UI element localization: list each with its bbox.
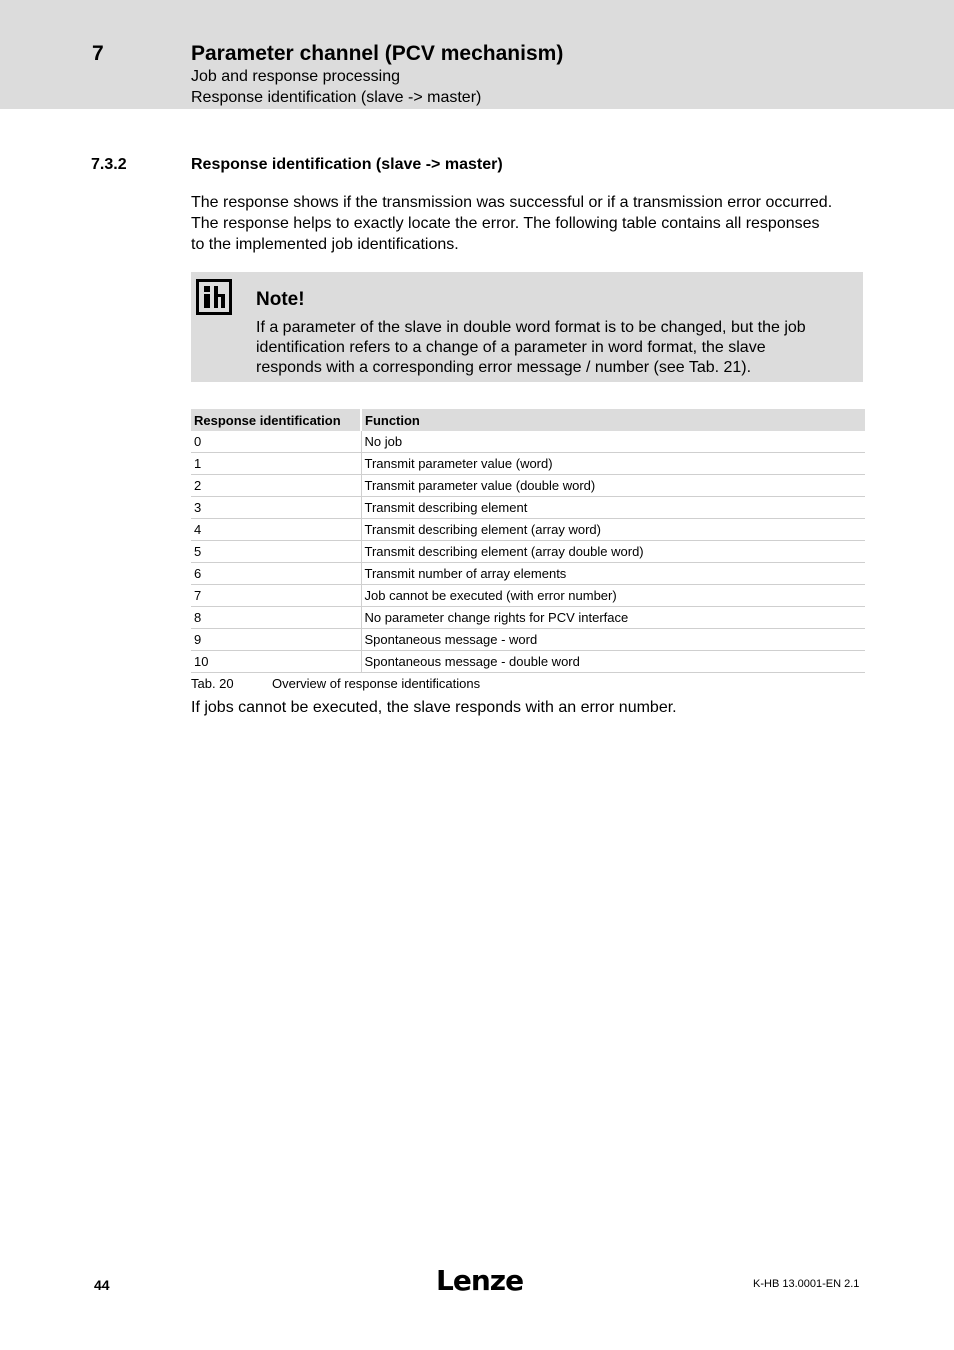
note-heading: Note! [256,289,305,310]
section-number: 7.3.2 [91,156,127,173]
cell-function: Transmit describing element [361,497,865,519]
table-row [191,431,865,453]
table-row [191,651,865,673]
cell-function: Job cannot be executed (with error number) [361,585,865,607]
cell-response-id: 4 [191,519,361,541]
column-header-function: Function [361,409,865,431]
document-id: K-HB 13.0001-EN 2.1 [753,1278,860,1290]
table-row [191,607,865,629]
closing-paragraph: If jobs cannot be executed, the slave responds with an error number. [191,699,677,716]
response-table [191,409,865,673]
cell-function: Transmit number of array elements [361,563,865,585]
header-subtitle-2: Response identification (slave -> master) [191,89,482,106]
cell-response-id: 3 [191,497,361,519]
cell-response-id: 8 [191,607,361,629]
cell-response-id: 10 [191,651,361,673]
intro-line: The response shows if the transmission was successful or if a transmission error occurred. [191,194,833,211]
cell-function: No parameter change rights for PCV interface [361,607,865,629]
header-subtitle-1: Job and response processing [191,68,401,85]
cell-function: Spontaneous message - double word [361,651,865,673]
cell-response-id: 7 [191,585,361,607]
page-number: 44 [94,1277,110,1293]
chapter-title: Parameter channel (PCV mechanism) [191,42,564,65]
intro-line: The response helps to exactly locate the error. The following table contains all responses [191,215,820,232]
note-body [256,318,856,378]
info-icon [196,279,232,315]
section-title: Response identification (slave -> master) [191,156,503,173]
cell-response-id: 0 [191,431,361,453]
cell-response-id: 9 [191,629,361,651]
cell-function: Transmit describing element (array double word) [361,541,865,563]
table-caption-number: Tab. 20 [191,676,234,691]
note-line: responds with a corresponding error message / number (see Tab. 21). [256,359,752,376]
table-row [191,585,865,607]
table-row [191,519,865,541]
table-header-row [191,409,865,431]
intro-paragraph [191,192,871,255]
chapter-number: 7 [92,42,104,65]
cell-function: Transmit describing element (array word) [361,519,865,541]
table-row [191,563,865,585]
cell-response-id: 2 [191,475,361,497]
cell-function: No job [361,431,865,453]
cell-response-id: 1 [191,453,361,475]
note-line: identification refers to a change of a parameter in word format, the slave [256,339,766,356]
cell-function: Transmit parameter value (word) [361,453,865,475]
cell-function: Spontaneous message - word [361,629,865,651]
table-row [191,475,865,497]
lenze-logo: Lenze [436,1264,524,1297]
page-header [0,0,954,109]
cell-response-id: 5 [191,541,361,563]
note-box [191,272,863,382]
table-caption-text: Overview of response identifications [272,676,481,691]
table-row [191,629,865,651]
table-row [191,453,865,475]
note-line: If a parameter of the slave in double word format is to be changed, but the job [256,319,806,336]
intro-line: to the implemented job identifications. [191,236,459,253]
table-row [191,541,865,563]
cell-response-id: 6 [191,563,361,585]
table-row [191,497,865,519]
cell-function: Transmit parameter value (double word) [361,475,865,497]
column-header-response-id: Response identification [191,409,361,431]
